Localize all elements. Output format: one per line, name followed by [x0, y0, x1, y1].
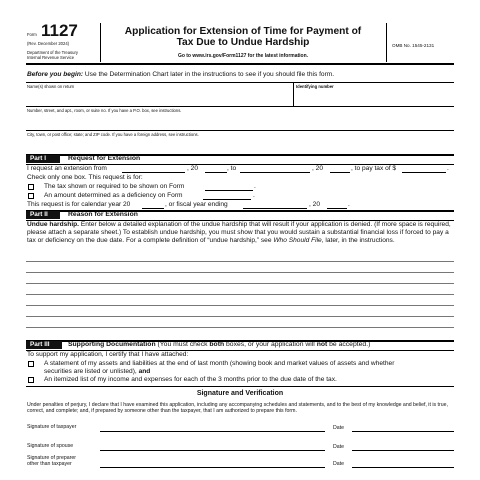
fiscal-year-20-text: , 20: [309, 201, 320, 208]
department-line: Department of the Treasury: [27, 50, 78, 55]
taxpayer-signature-label: Signature of taxpayer: [27, 424, 77, 430]
city-input[interactable]: [27, 138, 452, 152]
period: .: [348, 201, 350, 208]
preparer-signature-label: Signature of preparer other than taxpayer: [27, 455, 77, 468]
income-list-label: An itemized list of my income and expenses for each of the 3 months prior to the due date of the tax.: [44, 376, 337, 383]
extension-from-text: I request an extension from: [27, 165, 107, 172]
extension-to-text: , to: [227, 165, 237, 172]
explanation-line[interactable]: [26, 261, 454, 262]
spouse-date-label: Date: [333, 444, 344, 450]
field-divider: [293, 82, 294, 106]
spouse-date-input[interactable]: [352, 450, 454, 451]
period: .: [447, 165, 449, 172]
identifying-number-label: Identifying number: [296, 84, 334, 89]
identifying-number-input[interactable]: [296, 90, 452, 105]
tax-amount-input[interactable]: [402, 172, 446, 173]
income-list-checkbox[interactable]: [28, 377, 34, 383]
header-divider-left: [100, 23, 101, 62]
explanation-line[interactable]: [26, 305, 454, 306]
tax-shown-form-input[interactable]: [205, 190, 253, 191]
form-title-line1: Application for Extension of Time for Payment of: [124, 26, 362, 37]
extension-to-year-text: , 20: [312, 165, 323, 172]
before-you-begin: Before you begin: Use the Determination Chart later in the instructions to see if you should file this form.: [27, 71, 335, 78]
part-1-tag: Part I: [26, 155, 60, 163]
deficiency-label: An amount determined as a deficiency on Form: [44, 192, 183, 199]
undue-hardship-explanation: Undue hardship. Enter below a detailed explanation of the undue hardship that will result if your application is denied. (If more space is required, please attach a separate sheet.) To establish undue hardship, you must show that you would sustain a substantial financial loss if forced to pay a tax or deficiency on the due date. For a complete definition of “undue hardship,” see Who Should File, later, in the instructions.: [27, 221, 451, 244]
fiscal-year-end-input[interactable]: [243, 208, 307, 209]
tax-amount-text: , to pay tax of $: [351, 165, 397, 172]
extension-to-date-input[interactable]: [240, 172, 310, 173]
form-label: Form: [27, 32, 37, 37]
preparer-signature-input[interactable]: [100, 467, 325, 468]
explanation-line[interactable]: [26, 272, 454, 273]
fiscal-year-text: , or fiscal year ending: [165, 201, 228, 208]
part-3-tag: Part III: [26, 341, 62, 349]
tax-shown-checkbox[interactable]: [28, 184, 34, 190]
explanation-line[interactable]: [26, 294, 454, 295]
signature-heading: Signature and Verification: [196, 390, 284, 397]
support-intro: To support my application, I certify that I have attached:: [27, 351, 189, 358]
preparer-date-label: Date: [333, 461, 344, 467]
goto-instructions: Go to www.irs.gov/Form1127 for the latest information.: [177, 53, 309, 59]
extension-from-year-input[interactable]: [205, 172, 227, 173]
form-title-line2: Tax Due to Undue Hardship: [176, 37, 310, 48]
name-input[interactable]: [27, 90, 291, 105]
spouse-signature-input[interactable]: [100, 450, 325, 451]
extension-to-year-input[interactable]: [330, 172, 350, 173]
taxpayer-signature-input[interactable]: [100, 431, 325, 432]
perjury-statement: Under penalties of perjury, I declare that I have examined this application, including any accompanying schedules and statements, and to the best of my knowledge and belief, it is true, correct, and complete; and, if prepared by someone other than the taxpayer, that I am authorized to prepare this form.: [27, 402, 448, 415]
period: .: [253, 192, 255, 199]
part-3-title: Supporting Documentation (You must check both boxes, or your application will not be accepted.): [68, 341, 371, 348]
header-rule: [26, 63, 454, 65]
calendar-year-input[interactable]: [142, 208, 164, 209]
deficiency-checkbox[interactable]: [28, 193, 34, 199]
explanation-line[interactable]: [26, 283, 454, 284]
rule: [26, 130, 454, 131]
part-1-title: Request for Extension: [68, 155, 141, 162]
taxpayer-date-input[interactable]: [352, 431, 454, 432]
extension-from-year-text: , 20: [187, 165, 198, 172]
period: .: [254, 183, 256, 190]
assets-statement-checkbox[interactable]: [28, 361, 34, 367]
calendar-year-text: This request is for calendar year 20: [27, 201, 131, 208]
part-2-title: Reason for Extension: [68, 211, 138, 218]
check-one-box-text: Check only one box. This request is for:: [27, 174, 143, 181]
agency-line: Internal Revenue Service: [27, 55, 75, 60]
tax-shown-label: The tax shown or required to be shown on Form: [44, 183, 185, 190]
assets-statement-label: A statement of my assets and liabilities at the end of last month (showing book and market values of assets and whether securities are listed or unlisted), and: [44, 360, 395, 375]
part-2-tag: Part II: [26, 211, 60, 219]
spouse-signature-label: Signature of spouse: [27, 443, 74, 449]
address-input[interactable]: [27, 114, 452, 129]
explanation-line[interactable]: [26, 327, 454, 328]
omb-number: OMB No. 1545-2131: [392, 43, 435, 48]
deficiency-form-input[interactable]: [203, 199, 251, 200]
name-field-label: Name(s) shown on return: [27, 84, 75, 89]
form-number: 1127: [41, 21, 78, 40]
rule: [26, 386, 454, 387]
explanation-line[interactable]: [26, 316, 454, 317]
rev-date: (Rev. December 2024): [27, 41, 70, 46]
address-field-label: Number, street, and apt., room, or suite no. If you have a P.O. box, see instructions.: [27, 108, 182, 113]
rule: [26, 106, 454, 107]
taxpayer-date-label: Date: [333, 425, 344, 431]
rule: [26, 82, 454, 83]
city-field-label: City, town, or post office; state; and ZIP code. If you have a foreign address, see instructions.: [27, 132, 199, 137]
preparer-date-input[interactable]: [352, 467, 454, 468]
extension-from-date-input[interactable]: [122, 172, 185, 173]
fiscal-year-input[interactable]: [327, 208, 347, 209]
header-divider-right: [386, 23, 387, 62]
